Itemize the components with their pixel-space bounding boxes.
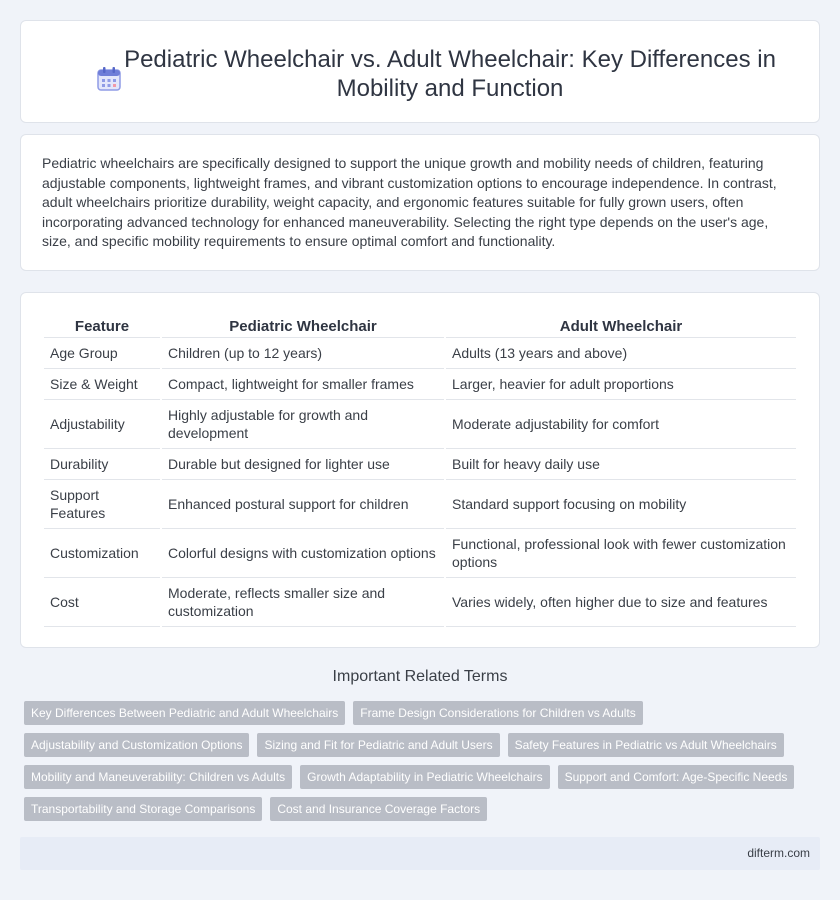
cell-adult: Functional, professional look with fewer customization options	[446, 529, 796, 578]
table-row	[44, 338, 796, 369]
cell-adult: Built for heavy daily use	[446, 449, 796, 480]
header-adult: Adult Wheelchair	[446, 313, 796, 338]
intro-card	[20, 134, 820, 271]
header-feature: Feature	[44, 313, 160, 338]
site-link[interactable]: difterm.com	[747, 846, 810, 860]
table-row	[44, 400, 796, 449]
cell-adult: Larger, heavier for adult proportions	[446, 369, 796, 400]
cell-feature: Support Features	[44, 480, 160, 529]
related-term-tag[interactable]: Key Differences Between Pediatric and Adult Wheelchairs	[24, 701, 345, 725]
cell-pediatric: Enhanced postural support for children	[162, 480, 444, 529]
footer	[20, 837, 820, 870]
cell-pediatric: Children (up to 12 years)	[162, 338, 444, 369]
table-row	[44, 578, 796, 627]
table-row	[44, 449, 796, 480]
header-pediatric: Pediatric Wheelchair	[162, 313, 444, 338]
table-header-row	[44, 313, 796, 338]
title-card	[20, 20, 820, 123]
intro-paragraph: Pediatric wheelchairs are specifically designed to support the unique growth and mobility needs of children, featuring adjustable components, lightweight frames, and vibrant customization options to encourage independence. In contrast, adult wheelchairs prioritize durability, weight capacity, and ergonomic features suitable for fully grown users, often incorporating advanced technology for enhanced maneuverability. Selecting the right type depends on the user's age, size, and specific mobility requirements to ensure optimal comfort and functionality.	[42, 155, 777, 250]
cell-feature: Adjustability	[44, 400, 160, 449]
cell-pediatric: Durable but designed for lighter use	[162, 449, 444, 480]
table-row	[44, 529, 796, 578]
cell-adult: Varies widely, often higher due to size and features	[446, 578, 796, 627]
table-row	[44, 369, 796, 400]
cell-pediatric: Colorful designs with customization options	[162, 529, 444, 578]
related-term-tag[interactable]: Safety Features in Pediatric vs Adult Wheelchairs	[508, 733, 784, 757]
related-term-tag[interactable]: Cost and Insurance Coverage Factors	[270, 797, 487, 821]
related-term-tag[interactable]: Transportability and Storage Comparisons	[24, 797, 262, 821]
cell-pediatric: Moderate, reflects smaller size and customization	[162, 578, 444, 627]
related-terms-list	[24, 701, 824, 829]
related-term-tag[interactable]: Sizing and Fit for Pediatric and Adult Users	[257, 733, 499, 757]
related-term-tag[interactable]: Mobility and Maneuverability: Children vs Adults	[24, 765, 292, 789]
table-row	[44, 480, 796, 529]
cell-feature: Customization	[44, 529, 160, 578]
comparison-table	[42, 313, 798, 627]
comparison-card	[20, 292, 820, 648]
related-term-tag[interactable]: Growth Adaptability in Pediatric Wheelchairs	[300, 765, 549, 789]
cell-adult: Adults (13 years and above)	[446, 338, 796, 369]
cell-adult: Standard support focusing on mobility	[446, 480, 796, 529]
cell-feature: Cost	[44, 578, 160, 627]
related-term-tag[interactable]: Frame Design Considerations for Children vs Adults	[353, 701, 642, 725]
cell-feature: Durability	[44, 449, 160, 480]
related-term-tag[interactable]: Support and Comfort: Age-Specific Needs	[558, 765, 795, 789]
related-term-tag[interactable]: Adjustability and Customization Options	[24, 733, 249, 757]
cell-feature: Size & Weight	[44, 369, 160, 400]
page-title: Pediatric Wheelchair vs. Adult Wheelchair: Key Differences in Mobility and Function	[124, 46, 776, 102]
related-terms-heading: Important Related Terms	[332, 668, 508, 685]
cell-pediatric: Compact, lightweight for smaller frames	[162, 369, 444, 400]
cell-pediatric: Highly adjustable for growth and development	[162, 400, 444, 449]
cell-adult: Moderate adjustability for comfort	[446, 400, 796, 449]
cell-feature: Age Group	[44, 338, 160, 369]
